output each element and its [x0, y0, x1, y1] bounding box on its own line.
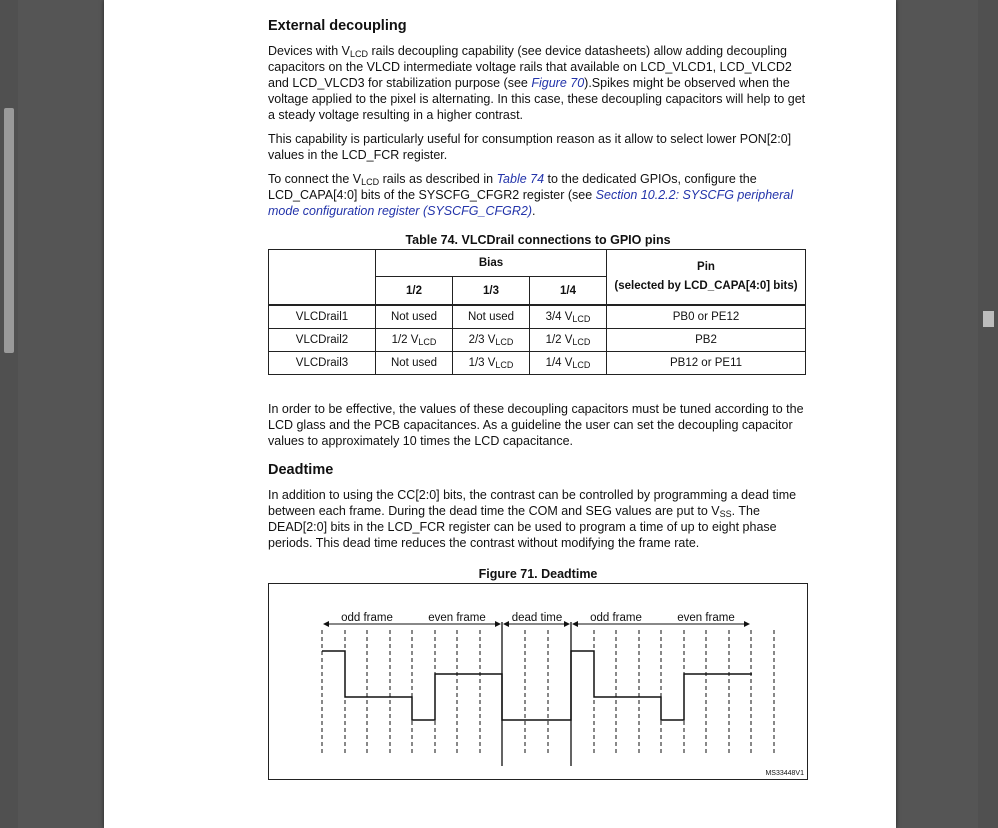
cell-text: Not used	[390, 357, 438, 369]
label-odd-frame-2: odd frame	[590, 612, 642, 624]
pin-header	[607, 250, 806, 306]
section-heading-external-decoupling: External decoupling	[268, 18, 407, 34]
text-run: rails decoupling capability (see device datasheets) allow adding decoupling capacitors on the VLCD intermediate voltage rails that available on LCD_VLCD1, LCD_VLCD2 and LCD_VLCD3 for stabilization purpose (see	[268, 44, 792, 90]
table-cell	[376, 329, 453, 352]
text-run: rails as described in	[379, 172, 497, 186]
label-dead-time: dead time	[511, 612, 563, 624]
table-cell	[376, 352, 453, 375]
pin-header-title: Pin	[697, 261, 715, 273]
table-cell	[530, 329, 607, 352]
viewer-background-left	[18, 0, 104, 828]
cell-subscript: LCD	[572, 337, 591, 347]
table-corner-cell	[269, 250, 376, 306]
phase-dashed-lines	[322, 630, 774, 756]
paragraph-decoupling-intro	[268, 43, 808, 123]
table-cell	[453, 329, 530, 352]
row-name: VLCDrail2	[269, 329, 376, 352]
table-row	[269, 352, 806, 375]
label-even-frame: even frame	[428, 612, 486, 624]
right-scrollbar-thumb[interactable]	[983, 311, 994, 327]
link-table-74[interactable]: Table 74	[496, 172, 545, 186]
subscript: SS	[719, 509, 732, 519]
figure-caption: Figure 71. Deadtime	[478, 567, 598, 581]
text-run: In addition to using the CC[2:0] bits, the contrast can be controlled by programming a dead time between each frame. During the dead time the COM and SEG values are put to V	[268, 488, 797, 518]
paragraph-connect-rails	[268, 171, 808, 219]
table-cell	[530, 352, 607, 375]
document-page	[104, 0, 896, 828]
table-cell	[453, 352, 530, 375]
cell-text: 1/2 V	[391, 334, 419, 346]
left-scrollbar[interactable]	[0, 0, 18, 828]
waveform	[322, 651, 752, 720]
label-odd-frame: odd frame	[341, 612, 393, 624]
deadtime-figure	[268, 583, 808, 780]
pin-cell: PB12 or PE11	[607, 352, 806, 375]
vlcdrail-table	[268, 249, 806, 375]
text-run: ).Spikes might be observed when the voltage applied to the pixel is alternating. In this case, these decoupling capacitors will help to get a steady voltage resulting in a higher contrast.	[268, 76, 806, 122]
pin-cell: PB0 or PE12	[607, 305, 806, 329]
row-name: VLCDrail3	[269, 352, 376, 375]
frame-boundaries	[502, 622, 571, 766]
bias-col-header: 1/3	[453, 277, 530, 306]
cell-text: Not used	[390, 311, 438, 323]
text-run: to the dedicated GPIOs, configure the LCD_CAPA[4:0] bits of the SYSCFG_CFGR2 register (see	[268, 172, 757, 202]
label-even-frame-2: even frame	[677, 612, 735, 624]
cell-text: 1/2 V	[545, 334, 573, 346]
paragraph-deadtime	[268, 487, 808, 551]
table-cell	[453, 305, 530, 329]
pin-header-subtitle: (selected by LCD_CAPA[4:0] bits)	[614, 280, 798, 292]
subscript: LCD	[349, 49, 368, 59]
link-figure-70[interactable]: Figure 70	[531, 76, 585, 90]
table-cell	[530, 305, 607, 329]
subscript: LCD	[361, 177, 380, 187]
cell-subscript: LCD	[572, 360, 591, 370]
bias-col-header: 1/4	[530, 277, 607, 306]
cell-text: 3/4 V	[545, 311, 573, 323]
paragraph-tuning: In order to be effective, the values of these decoupling capacitors must be tuned according to the LCD glass and the PCB capacitances. As a guideline the user can set the decoupling capacitor values to approximately 10 times the LCD capacitance.	[268, 402, 804, 448]
bias-col-header: 1/2	[376, 277, 453, 306]
cell-text: 1/3 V	[468, 357, 496, 369]
cell-text: 1/4 V	[545, 357, 573, 369]
row-name: VLCDrail1	[269, 305, 376, 329]
cell-text: 2/3 V	[468, 334, 496, 346]
right-scrollbar[interactable]	[978, 0, 998, 828]
text-run: .	[531, 204, 536, 218]
cell-subscript: LCD	[495, 337, 514, 347]
bias-header: Bias	[376, 250, 607, 277]
left-scrollbar-thumb[interactable]	[4, 108, 14, 353]
paragraph-capability: This capability is particularly useful for consumption reason as it allow to select lower PON[2:0] values in the LCD_FCR register.	[268, 132, 792, 162]
text-run: Devices with V	[268, 44, 350, 58]
table-row	[269, 329, 806, 352]
cell-subscript: LCD	[495, 360, 514, 370]
viewer-background-right	[896, 0, 978, 828]
table-row	[269, 305, 806, 329]
deadtime-diagram	[269, 584, 807, 779]
table-caption: Table 74. VLCDrail connections to GPIO pins	[405, 233, 671, 247]
page-content	[268, 17, 808, 780]
cell-subscript: LCD	[572, 314, 591, 324]
text-run: . The DEAD[2:0] bits in the LCD_FCR register can be used to program a time of up to eight phase periods. This dead time reduces the contrast without modifying the frame rate.	[268, 504, 777, 550]
link-section-10-2-2[interactable]: Section 10.2.2: SYSCFG peripheral mode configuration register (SYSCFG_CFGR2)	[268, 188, 793, 218]
table-cell	[376, 305, 453, 329]
pin-cell: PB2	[607, 329, 806, 352]
cell-subscript: LCD	[418, 337, 437, 347]
figure-id: MS33448V1	[765, 770, 804, 777]
cell-text: Not used	[467, 311, 515, 323]
section-heading-deadtime: Deadtime	[268, 462, 334, 478]
text-run: To connect the V	[268, 172, 362, 186]
